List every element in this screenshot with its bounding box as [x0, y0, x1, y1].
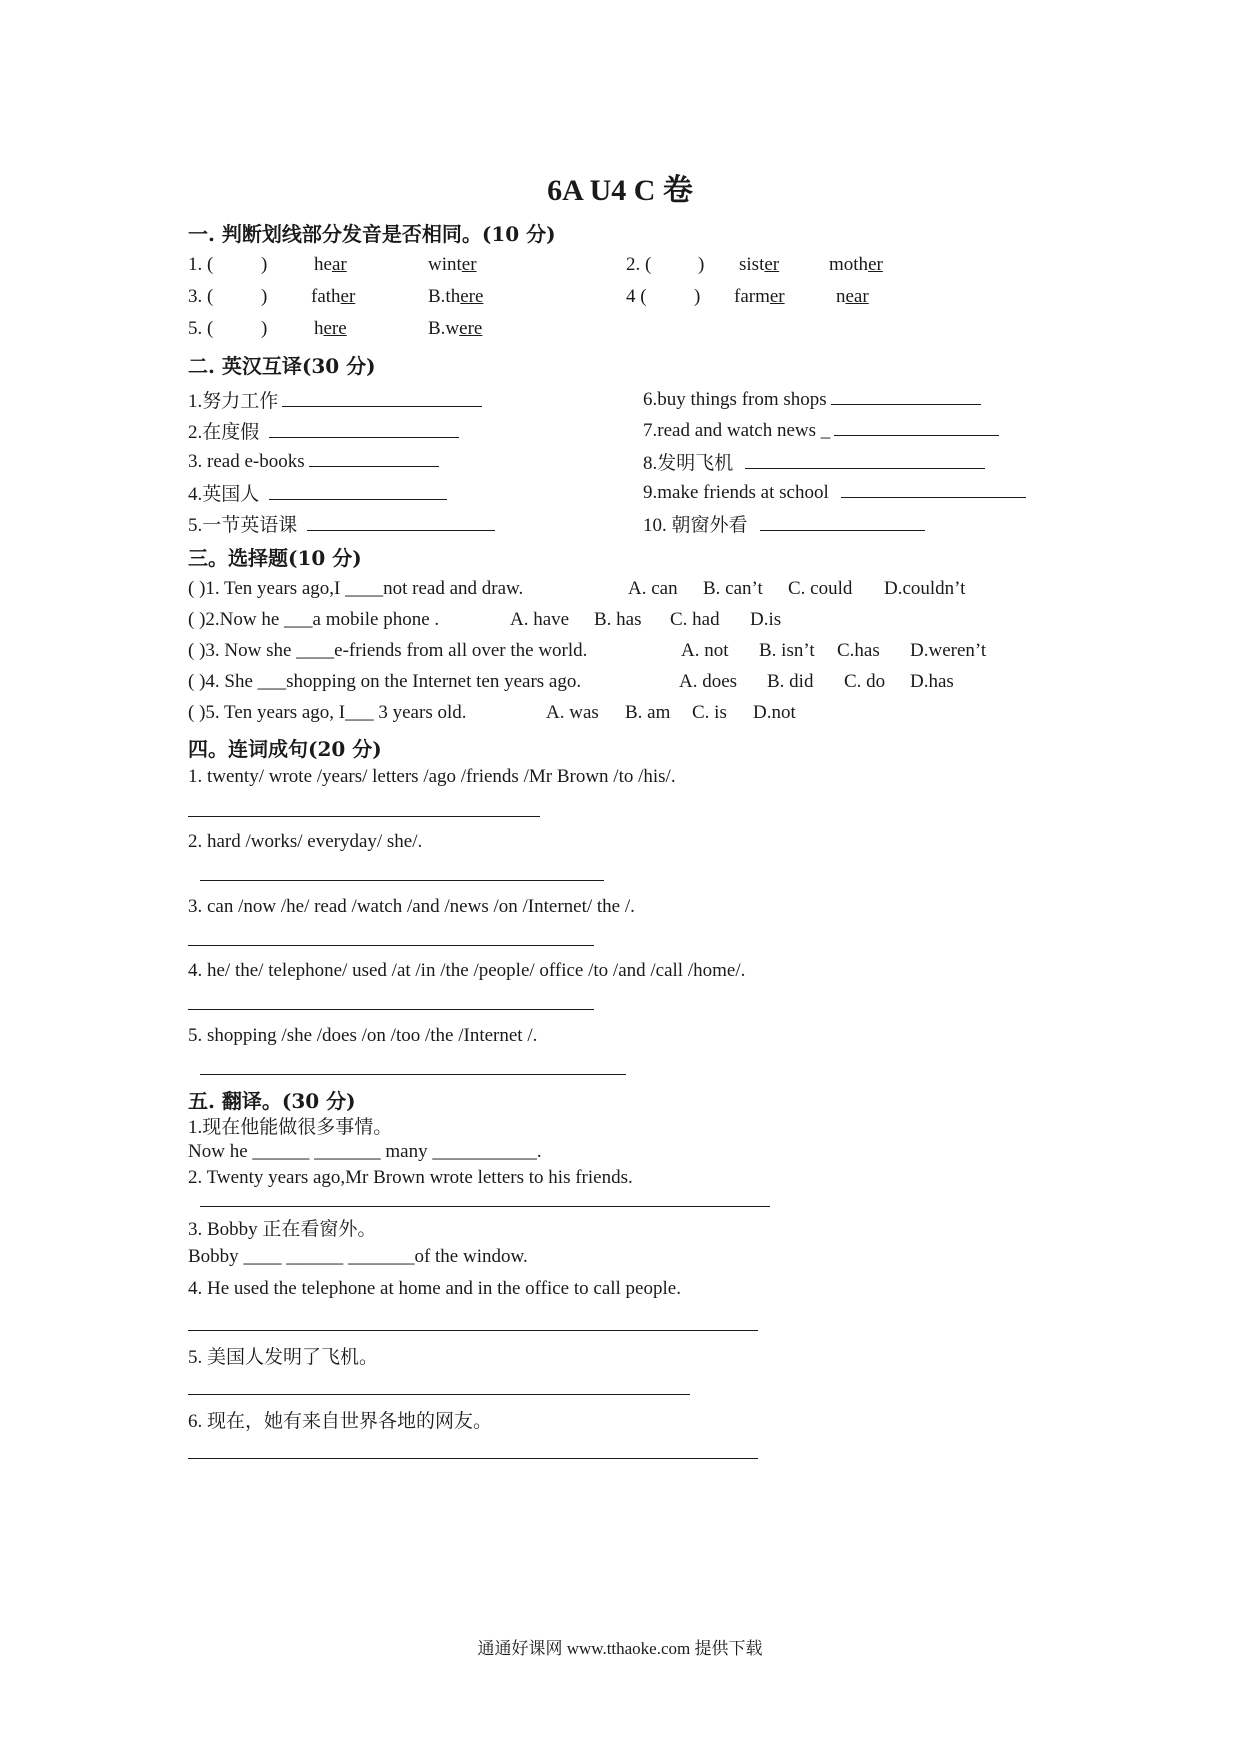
s3-q3-opt-d: D.weren’t — [910, 640, 987, 661]
s2-left-5: 5.一节英语课 — [188, 510, 495, 537]
s2-right-6: 6.buy things from shops — [643, 386, 981, 411]
s4-q4-answer-line — [188, 1009, 594, 1010]
s5-q6: 6. 现在，她有来自世界各地的网友。 — [188, 1411, 493, 1432]
s5-q5-answer-line — [188, 1394, 690, 1395]
s5-q2-answer-line — [200, 1206, 770, 1207]
s1-item-4-close: ) — [694, 286, 701, 307]
s2-right-9: 9.make friends at school — [643, 479, 1026, 504]
s2-right-7: 7.read and watch news _ — [643, 417, 999, 442]
s3-q5-opt-a: A. was — [546, 702, 599, 723]
s4-q2-answer-line — [200, 880, 604, 881]
s2-right-8: 8.发明飞机 — [643, 448, 985, 475]
s3-q1-opt-a: A. can — [628, 578, 678, 599]
s4-q3-answer-line — [188, 945, 594, 946]
s1-item-4-word-a: farmer — [734, 286, 785, 307]
s3-q1-stem: ( )1. Ten years ago,I ____not read and draw. — [188, 578, 524, 599]
s3-q5-opt-c: C. is — [692, 702, 727, 723]
s3-q3-opt-a: A. not — [681, 640, 729, 661]
s2-left-2: 2.在度假 — [188, 417, 459, 444]
s5-q3-fill: Bobby ____ ______ _______of the window. — [188, 1246, 528, 1267]
s3-q2-opt-c: C. had — [670, 609, 720, 630]
s3-q4-opt-d: D.has — [910, 671, 954, 692]
s3-q4-opt-b: B. did — [767, 671, 814, 692]
s3-q5-stem: ( )5. Ten years ago, I___ 3 years old. — [188, 702, 467, 723]
s1-item-3-word-b: B.there — [428, 286, 484, 307]
s1-item-5-num: 5. ( — [188, 318, 214, 339]
section-1-heading: 一. 判断划线部分发音是否相同。(10 分) — [188, 222, 556, 246]
s3-q1-opt-b: B. can’t — [703, 578, 763, 599]
s1-item-2-num: 2. ( — [626, 254, 652, 275]
s1-item-2-word-a: sister — [739, 254, 780, 275]
s3-q3-stem: ( )3. Now she ____e-friends from all over the world. — [188, 640, 588, 661]
s3-q3-opt-b: B. isn’t — [759, 640, 815, 661]
s5-q4: 4. He used the telephone at home and in the office to call people. — [188, 1278, 681, 1299]
s4-q1-answer-line — [188, 816, 540, 817]
footer-source: 通通好课网 www.tthaoke.com 提供下载 — [477, 1639, 763, 1658]
s3-q1-opt-c: C. could — [788, 578, 853, 599]
s3-q5-opt-b: B. am — [625, 702, 671, 723]
s1-item-1-word-b: winter — [428, 254, 477, 275]
s1-item-5-word-b: B.were — [428, 318, 483, 339]
s3-q2-opt-a: A. have — [510, 609, 570, 630]
s5-q6-answer-line — [188, 1458, 758, 1459]
s1-item-3-close: ) — [261, 286, 268, 307]
section-5-heading: 五. 翻译。(30 分) — [188, 1089, 356, 1113]
s1-item-1-word-a: hear — [314, 254, 347, 275]
section-2-heading: 二. 英汉互译(30 分) — [188, 354, 376, 378]
s1-item-5-close: ) — [261, 318, 268, 339]
s4-q1: 1. twenty/ wrote /years/ letters /ago /friends /Mr Brown /to /his/. — [188, 766, 676, 787]
s5-q5: 5. 美国人发明了飞机。 — [188, 1347, 379, 1368]
s1-item-2-close: ) — [698, 254, 705, 275]
s3-q2-opt-b: B. has — [594, 609, 642, 630]
s3-q3-opt-c: C.has — [837, 640, 880, 661]
s1-item-1-num: 1. ( — [188, 254, 214, 275]
s3-q4-opt-a: A. does — [679, 671, 738, 692]
s4-q3: 3. can /now /he/ read /watch /and /news /on /Internet/ the /. — [188, 896, 635, 917]
s2-right-10: 10. 朝窗外看 — [643, 510, 925, 537]
s1-item-3-num: 3. ( — [188, 286, 214, 307]
s5-q2: 2. Twenty years ago,Mr Brown wrote letters to his friends. — [188, 1167, 633, 1188]
s3-q4-opt-c: C. do — [844, 671, 886, 692]
s1-item-4-num: 4 ( — [626, 286, 647, 307]
s3-q1-opt-d: D.couldn’t — [884, 578, 966, 599]
section-3-heading: 三。选择题(10 分) — [188, 546, 362, 570]
s3-q5-opt-d: D.not — [753, 702, 796, 723]
s3-q2-stem: ( )2.Now he ___a mobile phone . — [188, 609, 440, 630]
s5-q4-answer-line — [188, 1330, 758, 1331]
s4-q5: 5. shopping /she /does /on /too /the /Internet /. — [188, 1025, 538, 1046]
s1-item-5-word-a: here — [314, 318, 347, 339]
s2-left-4: 4.英国人 — [188, 479, 447, 506]
s2-left-3: 3. read e-books — [188, 448, 439, 473]
s4-q2: 2. hard /works/ everyday/ she/. — [188, 831, 423, 852]
s4-q4: 4. he/ the/ telephone/ used /at /in /the /people/ office /to /and /call /home/. — [188, 960, 746, 981]
s4-q5-answer-line — [200, 1074, 626, 1075]
s1-item-2-word-b: mother — [829, 254, 883, 275]
s5-q3: 3. Bobby 正在看窗外。 — [188, 1219, 377, 1240]
s5-q1-fill: Now he ______ _______ many ___________. — [188, 1141, 542, 1162]
section-4-heading: 四。连词成句(20 分) — [188, 737, 382, 761]
s5-q1: 1.现在他能做很多事情。 — [188, 1117, 393, 1138]
s3-q2-opt-d: D.is — [750, 609, 782, 630]
s2-left-1: 1.努力工作 — [188, 386, 482, 413]
s1-item-3-word-a: father — [311, 286, 356, 307]
s1-item-4-word-b: near — [836, 286, 869, 307]
s3-q4-stem: ( )4. She ___shopping on the Internet ten years ago. — [188, 671, 582, 692]
s1-item-1-close: ) — [261, 254, 268, 275]
page-title: 6A U4 C 卷 — [547, 174, 693, 207]
